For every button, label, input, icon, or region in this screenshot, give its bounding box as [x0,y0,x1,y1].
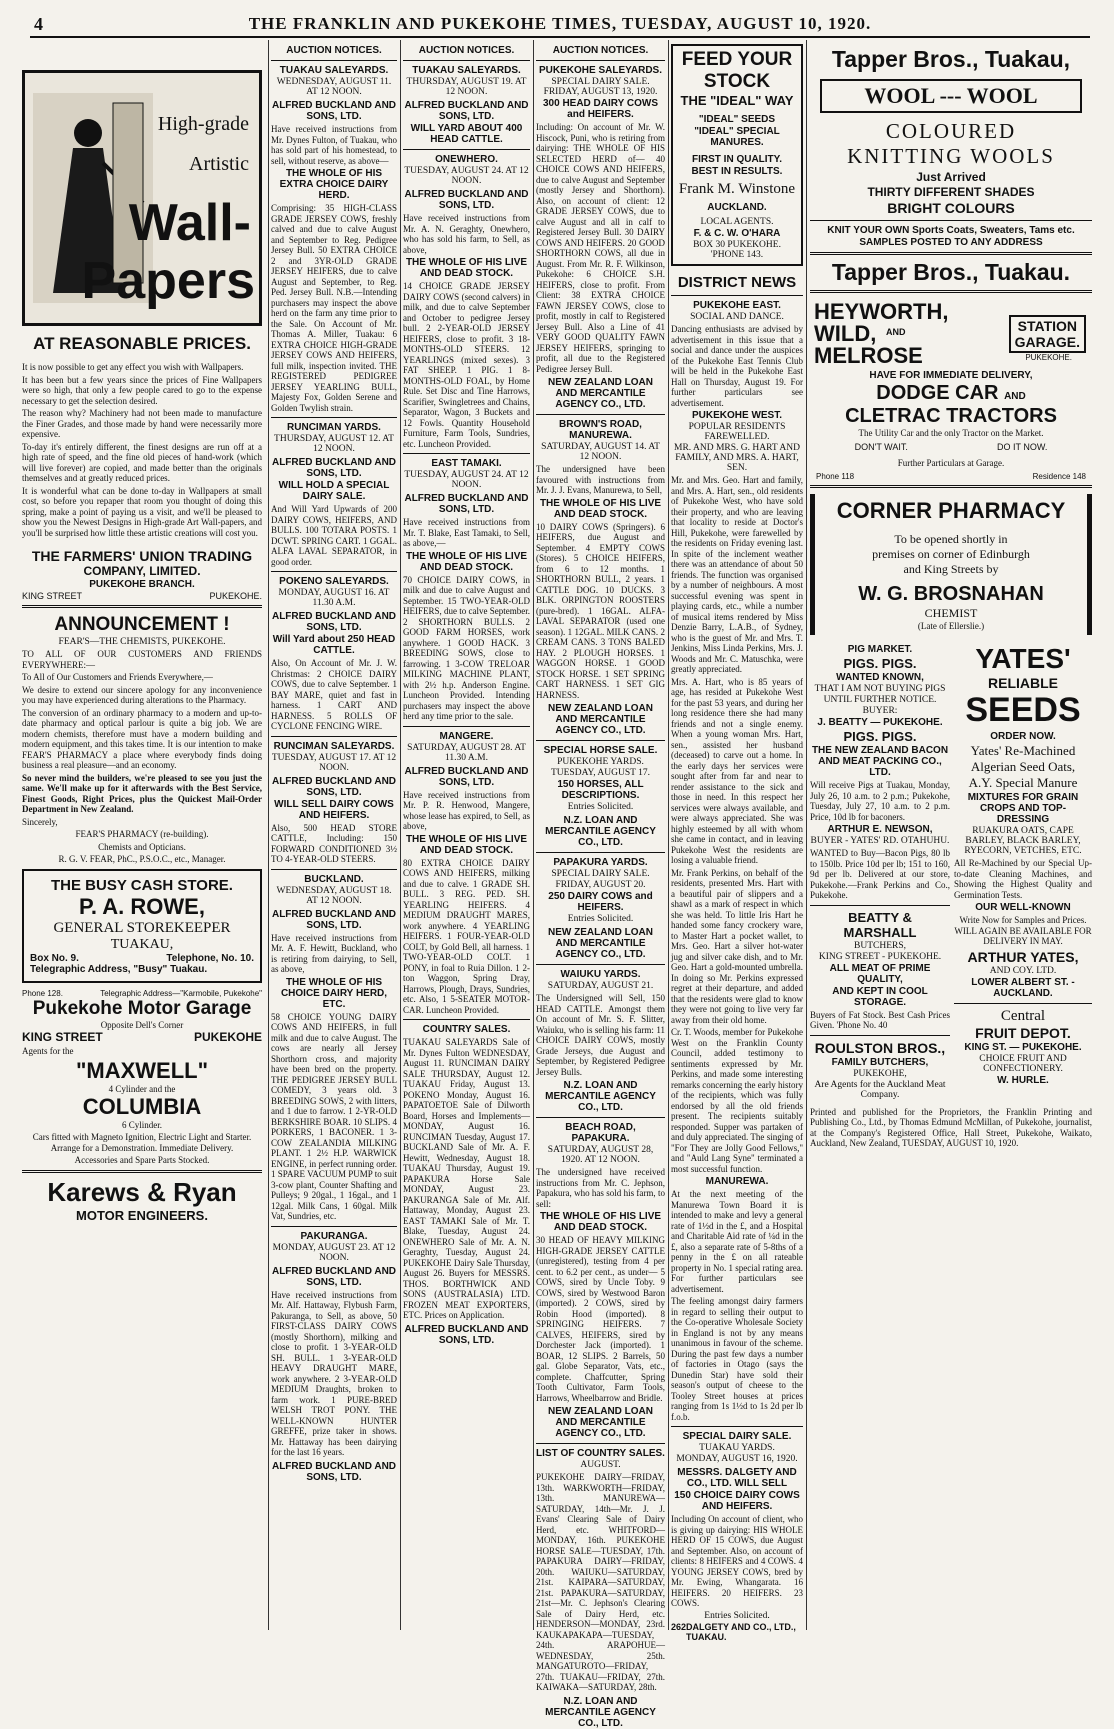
yates-reliable: RELIABLE [988,675,1058,691]
yates-line: A.Y. Special Manure [968,775,1078,790]
central-line: Central [1000,1007,1046,1024]
auctioneer: ALFRED BUCKLAND AND SONS, LTD. [271,908,397,931]
heyworth-utility: The Utility Car and the only Tractor on the Market. [858,428,1044,438]
pig-market-title: PIG MARKET. [847,644,913,655]
sale-body: The undersigned have been favoured with instructions from Mr. J. J. Evans, Manurewa, to Sell, [536,464,665,495]
pig-wanted: WANTED KNOWN, [836,672,924,683]
sale-body: Have received instructions from Mr. A. N. Geraghty, Onewhero, who has sold his farm, to Sell, as above, [403,213,530,255]
sale-item: 300 HEAD DAIRY COWS and HEIFERS. [542,98,659,120]
auctioneer: ALFRED BUCKLAND AND SONS, LTD. [404,100,529,122]
sale-item: THE WHOLE OF HIS CHOICE DAIRY HERD, ETC. [280,976,388,1010]
sale-body: Have received instructions from Mr. P. R. Henwood, Mangere, whose lease has expired, to Sell, as above, [403,789,530,831]
tapper-title-2: Tapper Bros., Tuakau. [831,259,1071,285]
masthead [30,8,1090,38]
tapper-knit: KNIT YOUR OWN Sports Coats, Sweaters, Tams etc. [827,225,1075,236]
newspaper-title: THE FRANKLIN AND PUKEKOHE TIMES, TUESDAY, AUGUST 10, 1920. [248,14,872,33]
feed-winstone: Frank M. Winstone [678,181,796,197]
column-2 [271,40,397,1630]
sale-note: Entries Solicited. [567,914,634,924]
sale-body: 14 CHOICE GRADE JERSEY DAIRY COWS (second calvers) in milk, and due to calve September and October to pedigree Jersey bull. 2 2-YEAR-OLD JERSEY HEIFERS, close to profit. 3 18-MONTHS-OLD STEERS. 12 YEARLINGS (mixed sexes). 3 FAT SHEEP. 1 PIG. 1 8-MONTHS-OLD FOAL, by Home Rule. Set Disc and Tine Harrows, Scarifier, Swingletrees and Chains, Separator, Wagon, 3 Buckets and 12 Fowls. Quantity Household Furniture, Farm Tools, Sundries, etc. Luncheon Provided. [403,281,530,449]
heyworth-wait [810,442,1092,452]
country-sales-title: COUNTRY SALES. [422,1024,511,1035]
bacon-body: Will receive Pigs at Tuakau, Monday, July 26, 10 a.m. to 2 p.m.; Pukekohe, Tuesday, July 27, 10 a.m. to 2 p.m. Price, 10d lb for baconers. [810,780,950,822]
wallpaper-paragraph: It has been but a few years since the prices of Fine Wallpapers were so high, that only a few people cared to go to the expense necessary to get the selection desired. [22,374,262,406]
auctioneer: N.Z. LOAN AND MERCANTILE AGENCY CO., LTD. [545,1080,656,1113]
sale-title: PAPAKURA YARDS. [553,857,648,868]
wallpaper-paragraph: It is now possible to get any effect you wish with Wallpapers. [22,362,244,372]
district-subhead: PUKEKOHE EAST. [693,300,781,311]
garage: GARAGE. [1014,334,1080,350]
yates-line: All Re-Machined by our Special Up-to-date Cleaning Machines, and Showing the Highest Quality and Germination Tests. [954,858,1092,900]
auctioneer: ALFRED BUCKLAND AND SONS, LTD. [271,457,397,479]
yates-line: Yates' Re-Machined [970,743,1076,758]
roulston-line: FAMILY BUTCHERS, [831,1056,929,1068]
heyworth-and: AND [886,327,906,337]
sale-date: TUESDAY, AUGUST 17. AT 12 NOON. [271,752,397,773]
yates-order: ORDER NOW. [990,731,1056,742]
pig-line: UNTIL FURTHER NOTICE. [823,695,937,705]
wall-text: Wall- [128,194,251,252]
roulston-line: Are Agents for the Auckland Meat Company. [814,1079,946,1100]
sale-item: THE WHOLE OF HIS LIVE AND DEAD STOCK. [405,257,528,279]
column-rule [668,40,669,1630]
auctioneer: NEW ZEALAND LOAN AND MERCANTILE AGENCY CO., LTD. [548,703,653,736]
station-garage [1009,315,1086,353]
corner-line: and King Streets by [903,562,999,576]
district-subhead: SOCIAL AND DANCE. [690,312,784,322]
maxwell-cyl: 4 Cylinder and the [108,1084,176,1094]
heyworth-name-3: MELROSE [814,343,923,368]
country-sales-body: TUAKAU SALEYARDS Sale of Mr. Dynes Fulton WEDNESDAY, August 11. RUNCIMAN DAIRY SALE THURSDAY, August 12. TUAKAU Friday, August 13. POKENO Monday, August 16. PAPATOETOE Sale of Dilworth Board, Horses and Implements—MONDAY, August 16. RUNCIMAN Tuesday, August 17. BUCKLAND Sale of Mr. A. F. Hewitt, Wednesday, August 18. TUAKAU Thursday, August 19. PAPAKURA Horse Sale MONDAY, August 23. PAKURANGA Sale of Mr. Alf. Hattaway, Monday, August 23. EAST TAMAKI Sale of Mr. T. Blake, Tuesday, August 24. ONEWHERO Sale of Mr. A. N. Geraghty, Tuesday, August 24. PUKEKOHE Dairy Sale Thursday, August 26. Buyers for MESSRS. THOS. BORTHWICK AND SONS (AUSTRALASIA) LTD. FROZEN MEAT EXPORTERS, ETC. Prices on Application. [403,1037,530,1320]
do-it-now: DO IT NOW. [997,442,1048,452]
pig-buyer-name: J. BEATTY — PUKEKOHE. [817,717,943,728]
tapper-knitting: KNITTING WOOLS [847,144,1055,168]
feed-quality: FIRST IN QUALITY. [692,154,782,165]
dairy-sale-note: Entries Solicited. [704,1610,770,1621]
central-depot: FRUIT DEPOT. [975,1024,1071,1041]
sale-title: BEACH ROAD, PAPAKURA. [565,1122,636,1144]
sale-title: PUKEKOHE SALEYARDS. [539,65,662,76]
district-paragraph: Mr. Frank Perkins, on behalf of the residents, presented Mrs. Hart with a beautiful pair of slippers and a shawl as a mark of respect in which she was held. To little Iris Hart he handed some fancy crockery ware, to Master Hart a pocket wallet, to Mrs. Geo. Hart a silver hot-water jug and silver cake dish, and to Mr. Geo. Hart a gold-mounted umbrella. In doing so Mr. Perkins expressed regret at their departure, and added that the residents were glad to know they were not going to live very far away from their old home. [671,867,803,1025]
column-rule [400,40,401,1630]
sale-title: MANGERE. [439,730,494,742]
karews-trade: MOTOR ENGINEERS. [76,1207,208,1223]
dairy-sale-item: 150 CHOICE DAIRY COWS AND HEIFERS. [674,1490,800,1512]
sale-date: THURSDAY, AUGUST 19. AT 12 NOON. [406,77,527,97]
feed-results: BEST IN RESULTS. [691,166,783,177]
roulston-title: ROULSTON BROS., [814,1039,946,1056]
district-news-title: DISTRICT NEWS [677,274,797,291]
tapper-arrived: Just Arrived [916,170,986,184]
auctioneer: ALFRED BUCKLAND AND SONS, LTD. [404,765,529,788]
yates-line: Write Now for Samples and Prices. WILL AGAIN BE AVAILABLE FOR DELIVERY IN MAY. [954,915,1092,946]
sale-body: 30 HEAD OF HEAVY MILKING HIGH-GRADE JERSEY CATTLE (unregistered), testing from 4 per cent. to 6.2 per cent., as under— 5 COWS, sired by Uncle Toby. 9 COWS, sired by Westwood Baron (imported). 2 COWS, sired by Robin Hood (imported). 8 SPRINGING HEIFERS. 7 CALVES, HEIFERS, sired by Dorchester Jack (imported). 1 BOAR, 12 SLIPS. 2 Barrels, 50 gal. Globe Separator, Vats, etc., complete. Chaffcutter, Spring Tooth Cultivator, Farm Tools, Harrows, Wheelbarrow and Bridle. [536,1235,665,1403]
pig-buyer-3: BUYER - YATES' RD. OTAHUHU. [810,836,950,846]
beatty-line: AND KEPT IN COOL STORAGE. [832,985,928,1008]
sale-body: The Undersigned will Sell, 150 HEAD CATTLE. Amongst them On account of Mr. S. F. Slitter, Waiuku, who is selling his farm: 11 CHOICE DAIRY COWS, mostly Grade Jerseys, due August and September, by Registered Pedigree Jersey Bulls. [536,993,665,1077]
feed-manures: "IDEAL" SPECIAL MANURES. [694,126,780,148]
beatty-sub: BUTCHERS, [854,940,906,951]
yates-coy: AND COY. LTD. [989,965,1057,976]
district-subhead: MR. AND MRS. G. HART AND FAMILY, AND MRS. A. HART, SEN. [674,443,800,473]
column-5 [671,40,803,1642]
papers-text: Papers [81,252,255,310]
auctioneer: NEW ZEALAND LOAN AND MERCANTILE AGENCY CO., LTD. [548,377,653,410]
announcement-title: ANNOUNCEMENT ! [54,614,230,635]
busy-phone: Telephone, No. 10. [166,952,254,964]
sale-title: WAIUKU YARDS. [560,969,641,980]
column-rule [806,40,807,1630]
sale-body: Comprising: 35 HIGH-CLASS GRADE JERSEY COWS, freshly calved and due to calve August and September to Reg. Pedigree Jersey Bull. 50 EXTRA CHOICE 2 and 3YR-OLD GRADE JERSEY HEIFERS, due to calve August and September, to Reg. Ped. Jersey Bull. N.B.—Intending purchasers may inspect the above herd on the farm any time prior to the Sale. On Account of Mr. Thomas A. Miller, Tuakau: 6 EXTRA CHOICE HIGH-GRADE JERSEY COWS AND HEIFERS, full milk, inspection invited. THE REGISTERED PEDIGREE JERSEY YEARLING BULL, Majesty Fox, Golden Serene and Golden Twylish strain. [271,203,397,413]
sale-title: RUNCIMAN SALEYARDS. [273,740,395,752]
dairy-sale-number: 262 [671,1621,687,1632]
district-paragraph: Dancing enthusiasts are advised by advertisement in this issue that a social and dance under the auspices of the Pukekohe East Tennis Club will be held in the Pukekohe East Hall on Thursday, August 19. For further particulars see advertisement. [671,324,803,408]
district-subhead: PUKEKOHE WEST. [691,410,782,421]
sale-item: THE WHOLE OF HIS LIVE AND DEAD STOCK. [539,497,662,520]
sale-title: PAKURANGA. [300,1230,368,1242]
auctioneer: ALFRED BUCKLAND AND SONS, LTD. [271,775,397,798]
sale-item: THE WHOLE OF HIS LIVE AND DEAD STOCK. [539,1211,662,1233]
sale-title: SPECIAL HORSE SALE. [543,745,658,756]
heyworth-heading [810,297,1092,369]
columbia-brand: COLUMBIA [82,1094,202,1119]
corner-line: To be opened shortly in [894,532,1008,546]
garage-contact [22,989,262,998]
sale-date: SATURDAY, AUGUST 28, 1920. AT 12 NOON. [547,1145,654,1165]
dodge-car [810,382,1092,405]
tapper-bright: BRIGHT COLOURS [887,200,1015,216]
garage-street: KING STREET [22,1029,103,1044]
pig-line: THAT I AM NOT BUYING PIGS [814,684,946,694]
announcement-to-2: To All of Our Customers and Friends Everywhere,— [22,672,213,682]
corner-line: premises on corner of Edinburgh [872,547,1030,561]
artistic-text: Artistic [189,153,249,175]
roulston-line: PUKEKOHE, [853,1068,907,1079]
dairy-sale-firm: MESSRS. DALGETY AND CO., LTD. WILL SELL [677,1467,797,1489]
sale-body: 10 DAIRY COWS (Springers). 6 HEIFERS, due August and September. 4 EMPTY COWS (Stores). 5 CHOICE HEIFERS, from 6 to 12 months. 1 SHORTHORN BULL, 2 years. 1 CATTLE DOG. 10 DUCKS. 3 BLK. ORPINGTON ROOSTERS (pure-bred). 1 16GAL. ALFA-LAVAL SEPARATOR (used one season). 1 12GAL. MILK CANS. 2 CREAM CANS. 3 TONS BALED HAY. 2 PLOUGH HORSES. 1 WAGGON HORSE. 1 GOOD STOCK HORSE. 1 SET SPRING CART HARNESS. 1 SET GIG HARNESS. [536,521,665,700]
auctioneer-footer: ALFRED BUCKLAND AND SONS, LTD. [271,1460,397,1483]
page-number: 4 [34,14,43,34]
farmers-union-company: COMPANY, LIMITED. [83,564,201,578]
sale-note: Entries Solicited. [567,802,634,812]
announcement-sign: Chemists and Opticians. [98,841,186,852]
announcement-from: FEAR'S—THE CHEMISTS, PUKEKOHE. [58,637,226,647]
maxwell-brand: "MAXWELL" [75,1058,209,1083]
sale-body: 70 CHOICE DAIRY COWS, in milk and due to calve August and September. 15 TWO-YEAR-OLD HEIFERS, due to calve September. 2 SHORTHORN BULLS. 2 GOOD FARM HORSES, work anywhere. 1 GOOD HACK. 3 BREEDING SOWS, close to farrowing. 1 3-COW TRELOAR MILKING MACHINE PLANT, with 2½ h.p. Anderson Engine. Luncheon Provided. Intending purchasers may inspect the above herd any time prior to the sale. [403,574,530,721]
heyworth-further: Further Particulars at Garage. [897,458,1005,468]
dairy-sale-title: SPECIAL DAIRY SALE. [682,1431,792,1442]
announcement-to: TO ALL OF OUR CUSTOMERS AND FRIENDS EVERYWHERE:— [22,649,262,670]
auctioneer: ALFRED BUCKLAND AND SONS, LTD. [404,493,529,515]
tapper-title: Tapper Bros., Tuakau, [831,46,1071,72]
sale-item: Will Yard about 250 HEAD CATTLE. [272,634,396,656]
sale-date: MONDAY, AUGUST 16. AT 11.30 A.M. [278,588,390,608]
sale-item: WILL SELL DAIRY COWS AND HEIFERS. [274,798,394,821]
beatty-town: KING STREET - PUKEKOHE. [818,951,942,962]
corner-pharmacy-advert [810,494,1092,635]
yates-line: RUAKURA OATS, CAPE BARLEY, BLACK BARLEY, RYECORN, VETCHES, ETC. [964,826,1082,856]
sale-title: POKENO SALEYARDS. [279,576,389,587]
tapper-samples: SAMPLES POSTED TO ANY ADDRESS [859,237,1043,248]
wallpaper-paragraph: It is wonderful what can be done to-day in Wallpapers at small cost, so before you repaper that room you thought of doing this spring, make a point of paying us a visit, and we'll be pleased to show you the Newest Designs in High-grade Art Wall-papers, and you'll be surprised how little these artistic creations will cost you. [22,485,262,538]
heyworth-phone: Phone 118 [816,472,855,481]
sale-place: PUKEKOHE YARDS. [557,757,644,767]
garage-features: Cars fitted with Magneto Ignition, Electric Light and Starter. Arrange for a Demonstration. Immediate Delivery. [32,1132,252,1153]
garage-phone: Phone 128. [22,988,63,998]
dont-wait: DON'T WAIT. [854,442,908,452]
garage-agents: Agents for the [22,1045,74,1056]
column-rule [533,40,534,1630]
auctioneer: ALFRED BUCKLAND AND SONS, LTD. [271,100,397,122]
bottom-adverts [810,643,1092,1101]
sale-item: WILL YARD ABOUT 400 HEAD CATTLE. [410,123,523,145]
garage-name: Pukekohe Motor Garage [32,997,252,1019]
wallpaper-paragraph: To-day it's entirely different, the finest designs are run off at a high rate of speed, and the fine old pieces of hand-work (which will live forever) are copied, and made better than the originals themselves and at greatly reduced prices. [22,441,262,483]
sale-body: Have received instructions from Mr. T. Blake, East Tamaki, to Sell, as above,— [403,517,530,548]
sale-title: TUAKAU SALEYARDS. [279,65,389,76]
karews-name: Karews & Ryan [47,1176,237,1207]
auctioneer: N.Z. LOAN AND MERCANTILE AGENCY CO., LTD. [545,815,656,848]
cletrac-tractors: CLETRAC TRACTORS [845,405,1057,427]
dairy-sale-firm-2: DALGETY AND CO., LTD., TUAKAU. [686,1621,796,1642]
district-subhead: POPULAR RESIDENTS FAREWELLED. [688,422,786,442]
column-6 [810,40,1092,1630]
district-paragraph: Cr. T. Woods, member for Pukekohe West on the Franklin County Council, added testimony to sentiments expressed by Mr. Perkins, and made some interesting remarks concerning the early history of the recipients, which was fully endorsed by all the old friends present. The recipients suitably responded. Supper was partaken of and duly appreciated. The singing of "For They are Jolly Good Fellows," and "Auld Lang Syne" terminated a most successful function. [671,1027,803,1174]
sale-item: 250 DAIRY COWS and HEIFERS. [548,891,653,913]
dairy-sale-date: MONDAY, AUGUST 16, 1920. [676,1454,798,1464]
sale-subtitle: SPECIAL DAIRY SALE. [551,869,650,879]
sale-body: Have received instructions from Mr. Alf. Hattaway, Flybush Farm, Pakuranga, to Sell, as above, 50 FIRST-CLASS DAIRY COWS (mostly Shorthorn), milking and close to profit. 1 3-YEAR-OLD SH. BULL. 1 3-YEAR-OLD HEAVY DRAUGHT MARE, work anywhere. 2 3-YEAR-OLD MEDIUM Draughts, broken to farm work. 1 PURE-BRED WELSH TROT PONY. THE WELL-KNOWN HUNTER GREFFE, prize taker in shows. Mr. Hattaway has been dairying for the last 16 years. [271,1289,397,1457]
beatty-title: BEATTY & MARSHALL [843,909,917,940]
wallpaper-advert [22,70,262,326]
sale-body: 80 EXTRA CHOICE DAIRY COWS AND HEIFERS, milking and due to calve. 1 GRADE SH. BULL. 3 REG. PED. SH. YEARLING HEIFERS. 4 MEDIUM DRAUGHT MARES, work anywhere. 4 YEARLING HEIFERS. 1 FOUR-YEAR-OLD COLT, by Gold Bell, all harness. 1 TWO-YEAR-OLD COLT. 1 PONY, in foal to Ruia Dillon. 1 2-ton Waggon, Spring Dray, Harrows, Plough, Drays, Sundries, etc. Also, 1 5-SEATER MOTOR-CAR. Luncheon Provided. [403,857,530,1015]
auctioneer: ALFRED BUCKLAND AND SONS, LTD. [404,189,529,211]
feed-auckland: AUCKLAND. [707,202,767,213]
sale-body: Have received instructions from Mr. Dynes Fulton, of Tuakau, who has sold part of his homestead, to sell, without reserve, as above— [271,124,397,166]
pigs-heading-2: PIGS. PIGS. [843,729,917,744]
busy-town: TUAKAU, [110,936,174,952]
sale-body: Also, On Account of Mr. J. W. Christmas: 2 CHOICE DAIRY COWS, due to calve September. 1 BAY MARE, quiet and fast in harness. 1 CART AND HARNESS. 5 ROLLS OF CYCLONE FENCING WIRE. [271,658,397,731]
town: PUKEKOHE. [209,591,262,601]
feed-line-2: STOCK [703,71,771,92]
country-sales-list-title: LIST OF COUNTRY SALES. [536,1448,665,1459]
busy-trade: GENERAL STOREKEEPER [53,919,231,936]
heyworth-have: HAVE FOR IMMEDIATE DELIVERY, [869,370,1033,381]
sale-body: And Will Yard Upwards of 200 DAIRY COWS, HEIFERS, AND BULLS. 100 TOTARA POSTS. 1 DCWT. SPRING CART. 1 GGAL. ALFA LAVAL SEPARATOR, in good order. [271,504,397,567]
motor-garage-advert [22,989,262,1166]
feed-agents: LOCAL AGENTS. [700,217,774,227]
pig-market-column [810,643,950,1101]
heyworth-residence: Residence 148 [1032,472,1086,481]
column-rule [268,40,269,1630]
auctioneer-footer: N.Z. LOAN AND MERCANTILE AGENCY CO., LTD. [545,1695,656,1729]
district-paragraph: The feeling amongst dairy farmers in regard to selling their output to the Co-operative Wholesale Society in England is not by any means unanimous in favour of the scheme. During the past few days a number of factories in Otago (says the Dunedin Star) have sold their season's output of cheese to the Tooley Street houses at prices ranging from 1s 1½d to 1s 2d per lb f.o.b. [671,1296,803,1422]
tapper-wool: WOOL --- WOOL [820,79,1082,113]
busy-title: THE BUSY CASH STORE. [51,876,233,894]
corner-chemist: CHEMIST [924,606,978,620]
auctioneer: NEW ZEALAND LOAN AND MERCANTILE AGENCY CO., LTD. [548,1406,653,1439]
sale-date: TUESDAY, AUGUST 24. AT 12 NOON. [404,166,529,186]
yates-column [954,643,1092,1101]
auction-notices-header: AUCTION NOTICES. [418,45,515,56]
farmers-union-name: THE FARMERS' UNION TRADING [31,548,253,564]
announcement-paragraph: So never mind the builders, we're pleased to see you just the same. We'll make up for it afterwards with the Best Service, Finest Goods, Right Prices, plus the Quickest Mail-Order Department in New Zealand. [22,772,262,814]
sale-date: SPECIAL DAIRY SALE. FRIDAY, AUGUST 13, 1920. [543,77,658,97]
feed-stock-advert [671,44,803,266]
highgrade-text: High-grade [157,113,249,135]
sale-date: MONDAY, AUGUST 23. AT 12 NOON. [272,1242,396,1263]
sale-item: THE WHOLE OF HIS EXTRA CHOICE DAIRY HERD. [279,168,389,201]
busy-tele: Telegraphic Address, "Busy" Tuakau. [30,963,208,975]
dairy-sale-place: TUAKAU YARDS. [699,1443,775,1453]
garage-opposite: Opposite Dell's Corner [100,1019,184,1030]
announcement-sign: FEAR'S PHARMACY (re-building). [75,829,209,839]
corner-name: W. G. BROSNAHAN [858,583,1044,605]
sale-date: SATURDAY, AUGUST 28. AT 11.30 A.M. [407,742,526,763]
feed-line-3: THE "IDEAL" WAY [680,93,794,108]
sale-item: WILL HOLD A SPECIAL DAIRY SALE. [278,480,390,502]
sale-title: BROWN'S ROAD, MANUREWA. [559,419,642,441]
dodge-name: DODGE CAR [876,382,999,404]
farmers-union-address [22,591,262,601]
busy-contact [30,953,254,964]
sale-date: SATURDAY, AUGUST 14. AT 12 NOON. [541,442,660,462]
auctioneer: NEW ZEALAND LOAN AND MERCANTILE AGENCY CO., LTD. [548,927,653,960]
pigs-heading: PIGS. PIGS. [843,656,917,671]
sale-body: Have received instructions from Mr. A. F. Hewitt, Buckland, who is retiring from dairying, to Sell, as above, [271,932,397,974]
sale-date: FRIDAY, AUGUST 20. [555,880,646,890]
columbia-cyl: 6 Cylinder. [122,1120,162,1130]
busy-cash-store-advert [22,869,262,983]
announcement-paragraph: We desire to extend our sincere apology for any inconvenience you may have experienced during alterations to the Pharmacy. [22,684,262,705]
station: STATION [1017,318,1078,334]
street: KING STREET [22,591,83,601]
feed-seeds: "IDEAL" SEEDS [698,114,776,125]
tapper-shades: THIRTY DIFFERENT SHADES [867,185,1035,199]
sale-title: ONEWHERO. [435,154,498,165]
district-paragraph: Mrs. A. Hart, who is 85 years of age, has resided at Pukekohe West for the past 53 years, and during her long residence there she had many friends and not a single enemy. When a young woman Mrs. Hart, sen., assisted her husband (deceased) to carve out a home. In the early days her services were sought after from far and near to render assistance to the sick and those in need. In this respect her services were always available, and were always appreciated. She was highly esteemed by all with whom she came in contact, and in leaving Pukekohe West the residents are losing a valuable friend. [671,676,803,865]
feed-ohara: F. & C. W. O'HARA [693,228,781,239]
garage-spares: Accessories and Spare Parts Stocked. [74,1155,210,1165]
beatty-line: Buyers of Fat Stock. Best Cash Prices Given. 'Phone No. 40 [810,1009,950,1030]
heyworth-town: PUKEKOHE. [1025,353,1072,362]
dodge-and: AND [1004,391,1026,402]
country-sales-list: PUKEKOHE DAIRY—FRIDAY, 13th. WARKWORTH—FRIDAY, 13th. MANUREWA—SATURDAY, 14th—Mr. J. J. Evans' Clearing Sale of Dairy Herd, etc. WHITFORD—MONDAY, 16th. PUKEKOHE HORSE SALE—TUESDAY, 17th. PAPAKURA DAIRY—FRIDAY, 20th. WAIUKU—SATURDAY, 21st. KAIPARA—SATURDAY, 21st. PAPAKURA—SATURDAY, 21st—Mr. C. Jephson's Clearing Sale of Dairy Herd, etc. HENDERSON—MONDAY, 23rd. KAUKAPAKAPA—TUESDAY, 24th. ARAPOHUE—WEDNESDAY, 25th. MANGATUROTO—FRIDAY, 27th. TUAKAU—FRIDAY, 27th. KAIWAKA—SATURDAY, 28th. [536,1472,665,1692]
reasonable-prices-headline: AT REASONABLE PRICES. [33,334,251,353]
sale-body: 58 CHOICE YOUNG DAIRY COWS AND HEIFERS, in full milk and due to calve August. The cows are nearly all Jersey Shorthorn cross, and majority have been bred on the property. THE PEDIGREE JERSEY BULL COMEDY, 3 years old. 3 BREEDING SOWS, 2 with litters, and 1 due to farrow. 1 2-YR-OLD BERKSHIRE BOAR. 10 SLIPS. 4 PORKERS, 1 BACONER. 1 3-COW ZEALANDIA MILKING PLANT. 1 2½ H.P. WARWICK ENGINE, in perfect running order. 1 SPARE VACUUM PUMP to suit 3-cow plant, Counter Shafting and Pulleys; 9 20gal., 1 16gal., and 1 12gal. Milk Cans, 1 60gal. Milk Vat, Sundries, etc. [271,1011,397,1221]
sale-body: The undersigned have received instructions from Mr. C. Jephson, Papakura, who has sold his farm, to sell: [536,1167,665,1209]
auctioneer: ALFRED BUCKLAND AND SONS, LTD. [271,1265,397,1288]
yates-line: Algerian Seed Oats, [970,759,1076,774]
busy-owner: P. A. ROWE, [79,893,205,919]
sale-title: TUAKAU SALEYARDS. [412,65,521,76]
auction-notices-header: AUCTION NOTICES. [286,45,382,56]
heyworth-phones [816,472,1086,481]
sale-item: THE WHOLE OF HIS LIVE AND DEAD STOCK. [405,833,528,856]
column-3 [403,40,530,1630]
sale-title: BUCKLAND. [304,873,364,885]
imprint: Printed and published for the Proprietors, the Franklin Printing and Publishing Co., Ltd., by Thomas Edmund McMillan, of Pukekohe, journalist, at the Company's Registered Office, Hall Street, Pukekohe, Waikato, Auckland, New Zealand, TUESDAY, AUGUST 10, 1920. [810,1106,1092,1148]
sale-body: Also, 500 HEAD STORE CATTLE, Including: 150 FORWARD CONDITIONED 3½ TO 4-YEAR-OLD STEERS. [271,822,397,864]
feed-line-1: FEED YOUR [681,49,793,70]
sale-date: TUESDAY, AUGUST 24. AT 12 NOON. [404,470,529,490]
bacon-company: THE NEW ZEALAND BACON AND MEAT PACKING CO., LTD. [811,745,949,778]
garage-town: PUKEKOHE [193,1029,262,1044]
pig-wanted-2: WANTED to Buy—Bacon Pigs, 80 lb to 150lb. Price 10d per lb; 151 to 160, 9d per lb. Delivered at our store, Pukekohe.—Frank Perkins and Co., Pukekohe. [810,848,950,900]
district-paragraph: Mr. and Mrs. Geo. Hart and family, and Mrs. A. Hart, sen., old residents of Pukekohe West, who have sold their property, and who are leaving that locality to reside at Doctor's Hill, Pukekohe, were farewelled by the residents on Friday evening last. In spite of the inclement weather there was an attendance of about 50 friends. The function was organised by a number of neighbours. A most successful evening was spent in playing cards, etc., while a number of musical items rendered by Miss Denzie Barry, L.A.B., of Sydney, who is the guest of Mr. and Mrs. T. Jenkins, Miss Linda Perkins, Mrs. J. Woods and Mr. C. Matuschka, were greatly appreciated. [671,475,803,674]
tapper-coloured: COLOURED [885,119,1017,143]
auctioneer: ALFRED BUCKLAND AND SONS, LTD. [271,611,397,633]
pig-buyer: BUYER: [862,706,898,716]
sale-item: THE WHOLE OF HIS LIVE AND DEAD STOCK. [405,550,528,573]
yates-firm: ARTHUR YATES, [967,948,1079,965]
sale-body: Including: On account of Mr. W. Hiscock, Puni, who is retiring from dairying: THE WHOLE OF HIS SELECTED HERD of— 40 CHOICE COWS AND HEIFERS, due to calve August and September (mostly Jersey and Shorthorn). Also, on account of client: 12 GRADE JERSEY COWS, due to calve August and all in calf to Registered Jersey Bull. 30 DAIRY COWS AND HEIFERS. 20 GOOD SHORTHORN COWS, all due in August. From Mr. R. F. Wilkinson, Pukekohe: 6 CHOICE S.H. HEIFERS, close to profit. From Client: 38 EXTRA CHOICE FAWN JERSEY COWS, close to profit, mostly in calf to Registered Jersey Bull. Also a Line of 41 VERY GOOD QUALITY FAWN JERSEY HEIFERS, springing to profit, all due to the Registered Pedigree Jersey Bull. [536,122,665,374]
yates-line: MIXTURES FOR GRAIN CROPS AND TOP-DRESSING [967,792,1079,825]
garage-address [22,1030,262,1044]
central-street: KING ST. — PUKEKOHE. [964,1041,1082,1053]
yates-name: YATES' [975,643,1071,674]
auction-notices-header: AUCTION NOTICES. [552,45,649,56]
auctioneer-footer: ALFRED BUCKLAND AND SONS, LTD. [404,1323,529,1346]
farmers-union-branch: PUKEKOHE BRANCH. [89,579,195,590]
country-sales-month: AUGUST. [580,1460,621,1470]
sale-date: THURSDAY, AUGUST 12. AT 12 NOON. [274,434,394,454]
heyworth-name-2: WILD, [814,321,877,346]
central-fruit: CHOICE FRUIT AND CONFECTIONERY. [979,1053,1067,1074]
yates-seeds: SEEDS [965,691,1081,729]
sale-title: RUNCIMAN YARDS. [287,422,381,433]
column-1 [22,40,262,1630]
wallpaper-paragraph: The reason why? Machinery had not been made to manufacture the Finer Grades, and those made by hand were necessarily more expensive. [22,408,262,439]
sale-date: SATURDAY, AUGUST 21. [547,981,654,991]
announcement-sign: R. G. V. FEAR, PhC., P.S.O.C., etc., Manager. [58,854,226,864]
dairy-sale-body: Including On account of client, who is giving up dairying: HIS WHOLE HERD OF 15 COWS, due August and September. Also, on account of clients: 8 HEIFERS and 4 COWS. 4 YOUNG JERSEY COWS, bred by Mr. Ewing, Whangarata. 16 HEIFERS. 20 HEIFERS. 23 COWS. [671,1514,803,1608]
district-paragraph: At the next meeting of the Manurewa Town Board it is intended to make and levy a general rate of 1½d in the £, and a Hospital and Charitable Aid rate of ¼d in the £, also a separate rate of 5-8ths of a penny in the £ on all rateable property in No. 1 special rating area. For further particulars see advertisement. [671,1189,803,1294]
sale-title: EAST TAMAKI. [431,458,502,469]
sale-date: WEDNESDAY, AUGUST 18. AT 12 NOON. [276,885,392,906]
sale-date: TUESDAY, AUGUST 17. [550,768,651,778]
central-owner: W. HURLE. [997,1074,1049,1086]
yates-address: LOWER ALBERT ST. - AUCKLAND. [971,976,1075,999]
feed-box: BOX 30 PUKEKOHE. 'PHONE 143. [693,240,781,260]
sale-item: 150 HORSES, ALL DESCRIPTIONS. [557,779,644,801]
heyworth-name-1: HEYWORTH, [814,299,949,324]
dairy-sale-footer [671,1622,803,1642]
district-subhead: MANUREWA. [705,1176,769,1187]
busy-box: Box No. 9. [30,952,79,964]
pig-buyer-2: ARTHUR E. NEWSON, [827,824,933,835]
yates-line: OUR WELL-KNOWN [975,902,1071,913]
beatty-line: ALL MEAT OF PRIME QUALITY, [829,962,931,985]
column-4 [536,40,665,1729]
garage-teleaddr: Telegraphic Address—"Karmobile, Pukekohe" [100,988,262,998]
announcement-sign: Sincerely, [22,816,58,827]
corner-late: (Late of Ellerslie.) [917,621,985,631]
announcement-paragraph: The conversion of an ordinary pharmacy to a modern and up-to-date pharmacy and optical parlour is quite a big job. We are modern chemists, therefore must have a modern building and modern equipment, and this takes time. It is our intention to make FEAR'S PHARMACY a place where everybody finds doing business a real pleasure—and an economy. [22,707,262,770]
corner-title: CORNER PHARMACY [836,498,1066,523]
sale-date: WEDNESDAY, AUGUST 11. AT 12 NOON. [276,77,392,97]
